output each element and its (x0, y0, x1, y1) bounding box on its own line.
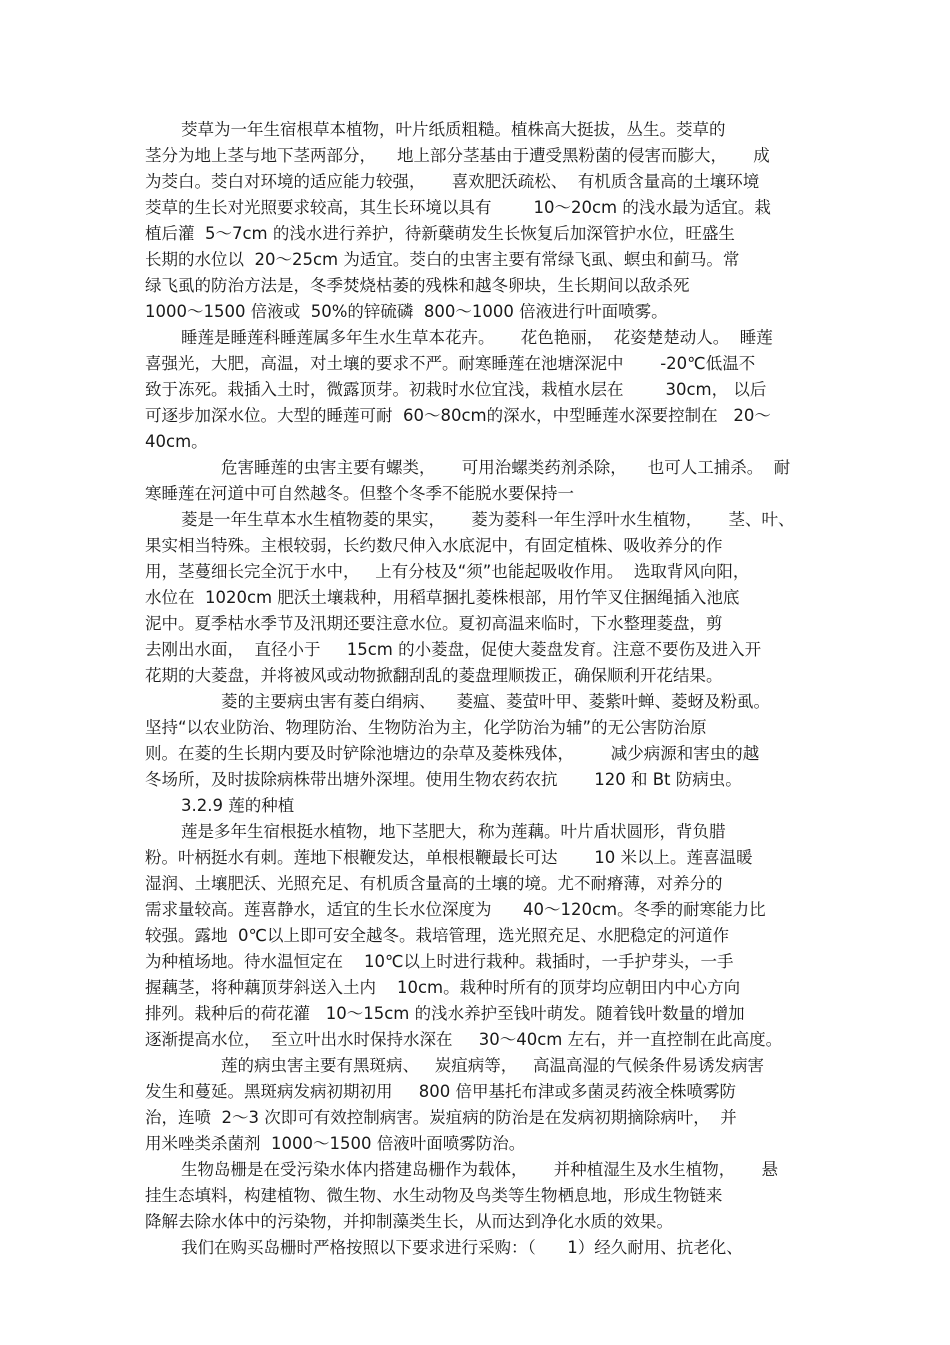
text-line: 握藕茎，将种藕顶芽斜送入土内 10cm。栽种时所有的顶芽均应朝田内中心方向 (145, 978, 741, 997)
text-line: 冬场所，及时拔除病株带出塘外深埋。使用生物农药农抗 120 和 Bt 防病虫。 (145, 770, 742, 789)
text-line: 逐渐提高水位， 至立叶出水时保持水深在 30～40cm 左右，并一直控制在此高度。 (145, 1030, 783, 1049)
text-line: 则。在菱的生长期内要及时铲除池塘边的杂草及菱株残体， 减少病源和害虫的越 (145, 744, 760, 763)
text-line: 较强。露地 0℃以上即可安全越冬。栽培管理，选光照充足、水肥稳定的河道作 (145, 926, 730, 945)
text-line: 我们在购买岛栅时严格按照以下要求进行采购：（ 1）经久耐用、抗老化、 (181, 1238, 743, 1257)
text-line: 为茭白。茭白对环境的适应能力较强， 喜欢肥沃疏松、 有机质含量高的土壤环境 (145, 172, 760, 191)
text-line: 致于冻死。栽插入土时，微露顶芽。初栽时水位宜浅，栽植水层在 30cm， 以后 (145, 380, 767, 399)
text-line: 为种植场地。待水温恒定在 10℃以上时进行栽种。栽插时，一手护芽头，一手 (145, 952, 734, 971)
text-line: 用米唑类杀菌剂 1000～1500 倍液叶面喷雾防治。 (145, 1134, 526, 1153)
text-line: 坚持“以农业防治、物理防治、生物防治为主，化学防治为辅”的无公害防治原 (145, 718, 707, 737)
text-line: 40cm。 (145, 432, 208, 451)
text-line: 喜强光，大肥，高温，对土壤的要求不严。耐寒睡莲在池塘深泥中 -20℃低温不 (145, 354, 756, 373)
text-line: 治，连喷 2～3 次即可有效控制病害。炭疽病的防治是在发病初期摘除病叶， 并 (145, 1108, 737, 1127)
text-line: 湿润、土壤肥沃、光照充足、有机质含量高的土壤的境。尤不耐瘠薄，对养分的 (145, 874, 723, 893)
text-line: 降解去除水体中的污染物，并抑制藻类生长，从而达到净化水质的效果。 (145, 1212, 673, 1231)
text-line: 需求量较高。莲喜静水，适宜的生长水位深度为 40～120cm。冬季的耐寒能力比 (145, 900, 766, 919)
text-line: 莲是多年生宿根挺水植物，地下茎肥大，称为莲藕。叶片盾状圆形，背负腊 (181, 822, 726, 841)
text-line: 茭草为一年生宿根草本植物，叶片纸质粗糙。植株高大挺拔，丛生。茭草的 (181, 120, 726, 139)
text-line: 茭草的生长对光照要求较高，其生长环境以具有 10～20cm 的浅水最为适宜。栽 (145, 198, 771, 217)
text-line: 水位在 1020cm 肥沃土壤栽种，用稻草捆扎菱株根部，用竹竿叉住捆绳插入池底 (145, 588, 740, 607)
text-line: 睡莲是睡莲科睡莲属多年生水生草本花卉。 花色艳丽， 花姿楚楚动人。 睡莲 (181, 328, 773, 347)
text-line: 果实相当特殊。主根较弱，长约数尺伸入水底泥中，有固定植株、吸收养分的作 (145, 536, 723, 555)
text-line: 绿飞虱的防治方法是，冬季焚烧枯萎的残株和越冬卵块，生长期间以敌杀死 (145, 276, 690, 295)
text-line: 茎分为地上茎与地下茎两部分， 地上部分茎基由于遭受黑粉菌的侵害而膨大， 成 (145, 146, 770, 165)
text-line: 花期的大菱盘，并将被风或动物掀翻刮乱的菱盘理顺拨正，确保顺利开花结果。 (145, 666, 723, 685)
text-line: 危害睡莲的虫害主要有螺类， 可用治螺类药剂杀除， 也可人工捕杀。 耐 (221, 458, 791, 477)
text-line: 挂生态填料，构建植物、微生物、水生动物及鸟类等生物栖息地，形成生物链来 (145, 1186, 723, 1205)
text-line: 菱的主要病虫害有菱白绢病、 菱瘟、菱萤叶甲、菱紫叶蝉、菱蚜及粉虱。 (221, 692, 770, 711)
section-heading: 3.2.9 莲的种植 (181, 796, 295, 815)
text-line: 寒睡莲在河道中可自然越冬。但整个冬季不能脱水要保持一 (145, 484, 574, 503)
text-line: 发生和蔓延。黑斑病发病初期初用 800 倍甲基托布津或多菌灵药液全株喷雾防 (145, 1082, 736, 1101)
text-line: 植后灌 5～7cm 的浅水进行养护，待新蘖萌发生长恢复后加深管护水位，旺盛生 (145, 224, 735, 243)
text-line: 去刚出水面， 直径小于 15cm 的小菱盘，促使大菱盘发育。注意不要伤及进入开 (145, 640, 762, 659)
text-line: 用，茎蔓细长完全沉于水中， 上有分枝及“须”也能起吸收作用。 选取背风向阳， (145, 562, 750, 581)
text-line: 1000～1500 倍液或 50%的锌硫磷 800～1000 倍液进行叶面喷雾。 (145, 302, 668, 321)
text-line: 长期的水位以 20～25cm 为适宜。茭白的虫害主要有常绿飞虱、螟虫和蓟马。常 (145, 250, 740, 269)
text-line: 菱是一年生草本水生植物菱的果实， 菱为菱科一年生浮叶水生植物， 茎、叶、 (181, 510, 795, 529)
text-line: 排列。栽种后的荷花灌 10～15cm 的浅水养护至钱叶萌发。随着钱叶数量的增加 (145, 1004, 745, 1023)
text-line: 莲的病虫害主要有黑斑病、 炭疽病等， 高温高湿的气候条件易诱发病害 (221, 1056, 764, 1075)
text-line: 粉。叶柄挺水有刺。莲地下根鞭发达，单根根鞭最长可达 10 米以上。莲喜温暖 (145, 848, 753, 867)
text-line: 可逐步加深水位。大型的睡莲可耐 60～80cm的深水，中型睡莲水深要控制在 20～ (145, 406, 771, 425)
text-line: 生物岛栅是在受污染水体内搭建岛栅作为载体， 并种植湿生及水生植物， 悬 (181, 1160, 778, 1179)
text-line: 泥中。夏季枯水季节及汛期还要注意水位。夏初高温来临时，下水整理菱盘，剪 (145, 614, 723, 633)
